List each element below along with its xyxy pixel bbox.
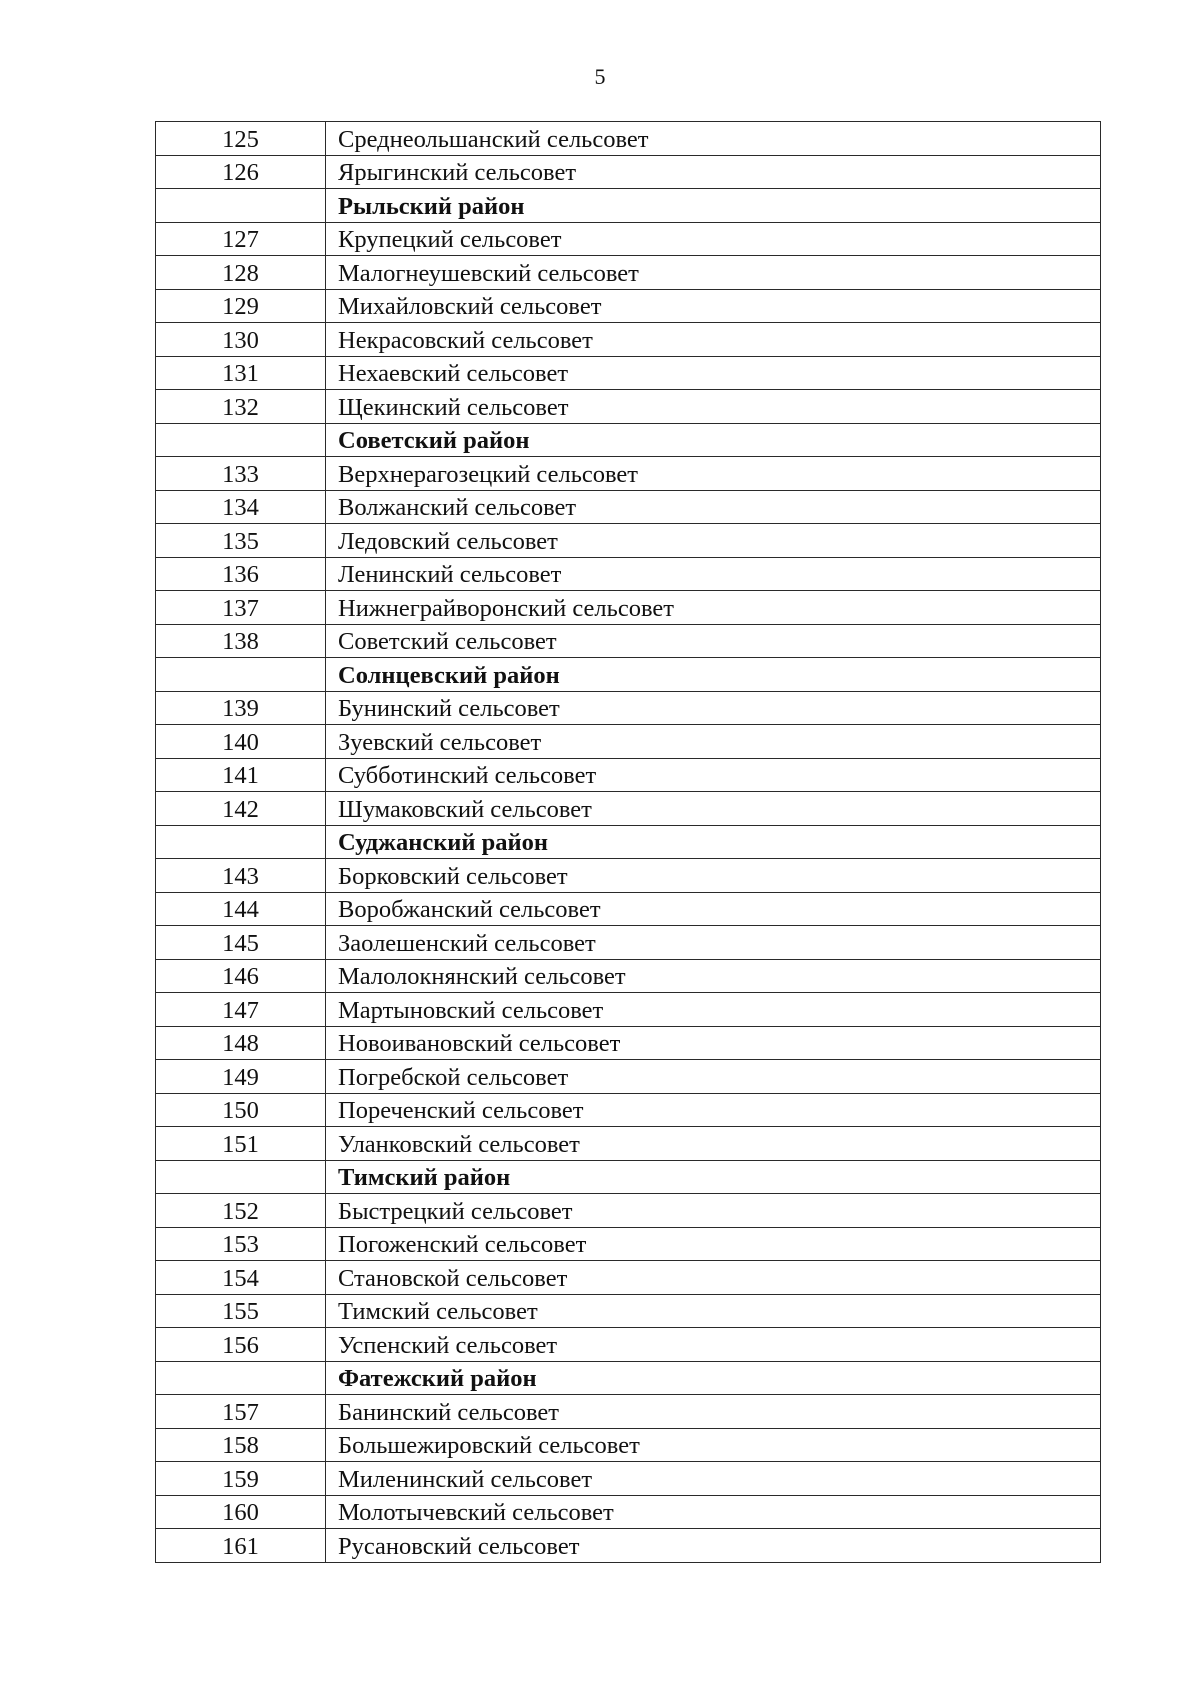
- row-number-cell: 144: [156, 892, 326, 926]
- municipality-name-cell: Зуевский сельсовет: [326, 725, 1101, 759]
- table-row: [156, 356, 1101, 390]
- municipality-name-cell: Борковский сельсовет: [326, 859, 1101, 893]
- row-number-cell: 125: [156, 122, 326, 156]
- table-row: [156, 457, 1101, 491]
- row-number-cell: 139: [156, 691, 326, 725]
- row-number-cell: 143: [156, 859, 326, 893]
- municipality-name-cell: Тимский сельсовет: [326, 1294, 1101, 1328]
- row-number-cell: 128: [156, 256, 326, 290]
- row-number-cell: 157: [156, 1395, 326, 1429]
- municipality-name-cell: Большежировский сельсовет: [326, 1428, 1101, 1462]
- table-row: [156, 1127, 1101, 1161]
- row-number-cell: 137: [156, 591, 326, 625]
- municipalities-table-container: [155, 121, 1101, 1563]
- municipality-name-cell: Нехаевский сельсовет: [326, 356, 1101, 390]
- municipality-name-cell: Погоженский сельсовет: [326, 1227, 1101, 1261]
- district-header-row: [156, 825, 1101, 859]
- municipality-name-cell: Малолокнянский сельсовет: [326, 959, 1101, 993]
- municipality-name-cell: Ярыгинский сельсовет: [326, 155, 1101, 189]
- table-row: [156, 859, 1101, 893]
- row-number-cell: 136: [156, 557, 326, 591]
- municipality-name-cell: Малогнеушевский сельсовет: [326, 256, 1101, 290]
- row-number-cell: 135: [156, 524, 326, 558]
- row-number-cell: 150: [156, 1093, 326, 1127]
- district-header-row: [156, 1160, 1101, 1194]
- municipality-name-cell: Нижнеграйворонский сельсовет: [326, 591, 1101, 625]
- table-row: [156, 1328, 1101, 1362]
- table-row: [156, 1395, 1101, 1429]
- table-row: [156, 1495, 1101, 1529]
- row-number-cell: 134: [156, 490, 326, 524]
- table-row: [156, 758, 1101, 792]
- municipality-name-cell: Советский сельсовет: [326, 624, 1101, 658]
- table-row: [156, 1261, 1101, 1295]
- table-row: [156, 1060, 1101, 1094]
- municipality-name-cell: Русановский сельсовет: [326, 1529, 1101, 1563]
- row-number-cell: 131: [156, 356, 326, 390]
- municipality-name-cell: Среднеольшанский сельсовет: [326, 122, 1101, 156]
- row-number-cell: 147: [156, 993, 326, 1027]
- table-row: [156, 122, 1101, 156]
- municipality-name-cell: Банинский сельсовет: [326, 1395, 1101, 1429]
- row-number-cell: 146: [156, 959, 326, 993]
- table-row: [156, 222, 1101, 256]
- row-number-cell: 156: [156, 1328, 326, 1362]
- municipality-name-cell: Субботинский сельсовет: [326, 758, 1101, 792]
- district-name-cell: Фатежский район: [326, 1361, 1101, 1395]
- table-row: [156, 591, 1101, 625]
- municipality-name-cell: Уланковский сельсовет: [326, 1127, 1101, 1161]
- municipality-name-cell: Мартыновский сельсовет: [326, 993, 1101, 1027]
- district-header-row: [156, 423, 1101, 457]
- municipality-name-cell: Пореченский сельсовет: [326, 1093, 1101, 1127]
- row-number-cell: 149: [156, 1060, 326, 1094]
- row-number-cell: 127: [156, 222, 326, 256]
- table-row: [156, 390, 1101, 424]
- municipality-name-cell: Миленинский сельсовет: [326, 1462, 1101, 1496]
- table-row: [156, 155, 1101, 189]
- municipality-name-cell: Воробжанский сельсовет: [326, 892, 1101, 926]
- municipality-name-cell: Верхнерагозецкий сельсовет: [326, 457, 1101, 491]
- table-row: [156, 1462, 1101, 1496]
- district-name-cell: Тимский район: [326, 1160, 1101, 1194]
- table-row: [156, 1227, 1101, 1261]
- district-name-cell: Суджанский район: [326, 825, 1101, 859]
- municipality-name-cell: Бунинский сельсовет: [326, 691, 1101, 725]
- page-number: 5: [594, 64, 606, 89]
- district-name-cell: Солнцевский район: [326, 658, 1101, 692]
- table-row: [156, 524, 1101, 558]
- table-row: [156, 725, 1101, 759]
- row-number-cell: 151: [156, 1127, 326, 1161]
- municipality-name-cell: Крупецкий сельсовет: [326, 222, 1101, 256]
- row-number-cell: 132: [156, 390, 326, 424]
- row-number-cell: 145: [156, 926, 326, 960]
- district-header-row: [156, 189, 1101, 223]
- table-row: [156, 993, 1101, 1027]
- district-name-cell: Рыльский район: [326, 189, 1101, 223]
- table-row: [156, 490, 1101, 524]
- table-row: [156, 1294, 1101, 1328]
- row-number-cell: 154: [156, 1261, 326, 1295]
- row-number-cell: 142: [156, 792, 326, 826]
- row-number-cell: 141: [156, 758, 326, 792]
- table-body: [156, 122, 1101, 1563]
- row-number-cell: [156, 423, 326, 457]
- row-number-cell: 153: [156, 1227, 326, 1261]
- municipality-name-cell: Щекинский сельсовет: [326, 390, 1101, 424]
- municipality-name-cell: Погребской сельсовет: [326, 1060, 1101, 1094]
- row-number-cell: [156, 1160, 326, 1194]
- row-number-cell: 138: [156, 624, 326, 658]
- row-number-cell: 130: [156, 323, 326, 357]
- row-number-cell: 160: [156, 1495, 326, 1529]
- row-number-cell: 158: [156, 1428, 326, 1462]
- table-row: [156, 959, 1101, 993]
- row-number-cell: 161: [156, 1529, 326, 1563]
- row-number-cell: 126: [156, 155, 326, 189]
- municipality-name-cell: Ленинский сельсовет: [326, 557, 1101, 591]
- table-row: [156, 1529, 1101, 1563]
- municipality-name-cell: Становской сельсовет: [326, 1261, 1101, 1295]
- row-number-cell: 129: [156, 289, 326, 323]
- municipality-name-cell: Некрасовский сельсовет: [326, 323, 1101, 357]
- table-row: [156, 792, 1101, 826]
- table-row: [156, 1026, 1101, 1060]
- district-name-cell: Советский район: [326, 423, 1101, 457]
- municipality-name-cell: Молотычевский сельсовет: [326, 1495, 1101, 1529]
- municipality-name-cell: Волжанский сельсовет: [326, 490, 1101, 524]
- table-row: [156, 624, 1101, 658]
- row-number-cell: 148: [156, 1026, 326, 1060]
- table-row: [156, 1428, 1101, 1462]
- table-row: [156, 323, 1101, 357]
- municipalities-table: [155, 121, 1101, 1563]
- municipality-name-cell: Быстрецкий сельсовет: [326, 1194, 1101, 1228]
- municipality-name-cell: Шумаковский сельсовет: [326, 792, 1101, 826]
- table-row: [156, 926, 1101, 960]
- row-number-cell: [156, 825, 326, 859]
- municipality-name-cell: Новоивановский сельсовет: [326, 1026, 1101, 1060]
- row-number-cell: 133: [156, 457, 326, 491]
- district-header-row: [156, 1361, 1101, 1395]
- table-row: [156, 691, 1101, 725]
- table-row: [156, 1093, 1101, 1127]
- row-number-cell: 152: [156, 1194, 326, 1228]
- municipality-name-cell: Михайловский сельсовет: [326, 289, 1101, 323]
- municipality-name-cell: Заолешенский сельсовет: [326, 926, 1101, 960]
- table-row: [156, 557, 1101, 591]
- municipality-name-cell: Успенский сельсовет: [326, 1328, 1101, 1362]
- table-row: [156, 892, 1101, 926]
- district-header-row: [156, 658, 1101, 692]
- row-number-cell: 159: [156, 1462, 326, 1496]
- row-number-cell: [156, 658, 326, 692]
- row-number-cell: 155: [156, 1294, 326, 1328]
- municipality-name-cell: Ледовский сельсовет: [326, 524, 1101, 558]
- table-row: [156, 256, 1101, 290]
- table-row: [156, 1194, 1101, 1228]
- table-row: [156, 289, 1101, 323]
- row-number-cell: [156, 189, 326, 223]
- row-number-cell: 140: [156, 725, 326, 759]
- row-number-cell: [156, 1361, 326, 1395]
